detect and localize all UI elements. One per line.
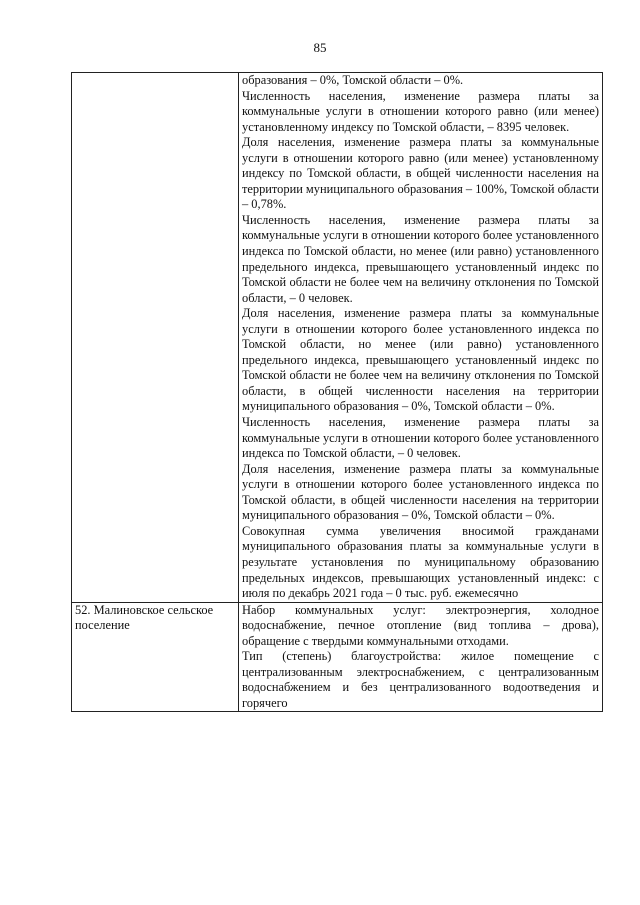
- paragraph: Доля населения, изменение размера платы за коммунальные услуги в отношении которого равно (или менее) установленному индексу по Томской области, в общей численности населения на территории муниципального образования – 100%, Томской области – 0,78%.: [242, 135, 599, 212]
- municipality-cell: [72, 73, 239, 603]
- paragraph: Численность населения, изменение размера платы за коммунальные услуги в отношении которого более установленного индекса по Томской области, но менее (или равно) установленного предельного индекса, превышающего установленный индекс по Томской области не более чем на величину отклонения по Томской области, – 0 человек.: [242, 212, 599, 305]
- municipality-cell: 52. Малиновское сельское поселение: [72, 602, 239, 712]
- details-cell: [239, 602, 603, 712]
- table-row: [72, 602, 603, 712]
- paragraph: Набор коммунальных услуг: электроэнергия, холодное водоснабжение, печное отопление (вид топлива – дрова), обращение с твердыми коммунальными отходами.: [242, 602, 599, 648]
- paragraph: Численность населения, изменение размера платы за коммунальные услуги в отношении которого равно (или менее) установленному индексу по Томской области, – 8395 человек.: [242, 88, 599, 134]
- details-cell: [239, 73, 603, 603]
- paragraph: образования – 0%, Томской области – 0%.: [242, 73, 464, 87]
- paragraph: Совокупная сумма увеличения вносимой гражданами муниципального образования платы за коммунальные услуги в результате установления по муниципальному образованию предельных индексов, превышающих установленный индекс: с июля по декабрь 2021 года – 0 тыс. руб. ежемесячно: [242, 523, 599, 601]
- page-number: 85: [313, 40, 327, 55]
- paragraph: Тип (степень) благоустройства: жилое помещение с централизованным электроснабжением, с централизованным водоснабжением и без централизованного водоотведения и горячего: [242, 649, 599, 710]
- table-row: [72, 73, 603, 603]
- paragraph: Доля населения, изменение размера платы за коммунальные услуги в отношении которого более установленного индекса по Томской области, в общей численности населения на территории муниципального образования – 0%, Томской области – 0%.: [242, 461, 599, 523]
- paragraph: Доля населения, изменение размера платы за коммунальные услуги в отношении которого более установленного индекса по Томской области, но менее (или равно) установленного предельного индекса, превышающего установленный индекс по Томской области не более чем на величину отклонения по Томской области, в общей численности населения на территории муниципального образования – 0%, Томской области – 0%.: [242, 306, 599, 414]
- municipal-data-table: [71, 72, 603, 712]
- paragraph: Численность населения, изменение размера платы за коммунальные услуги в отношении которого более установленного индекса по Томской области, – 0 человек.: [242, 415, 599, 461]
